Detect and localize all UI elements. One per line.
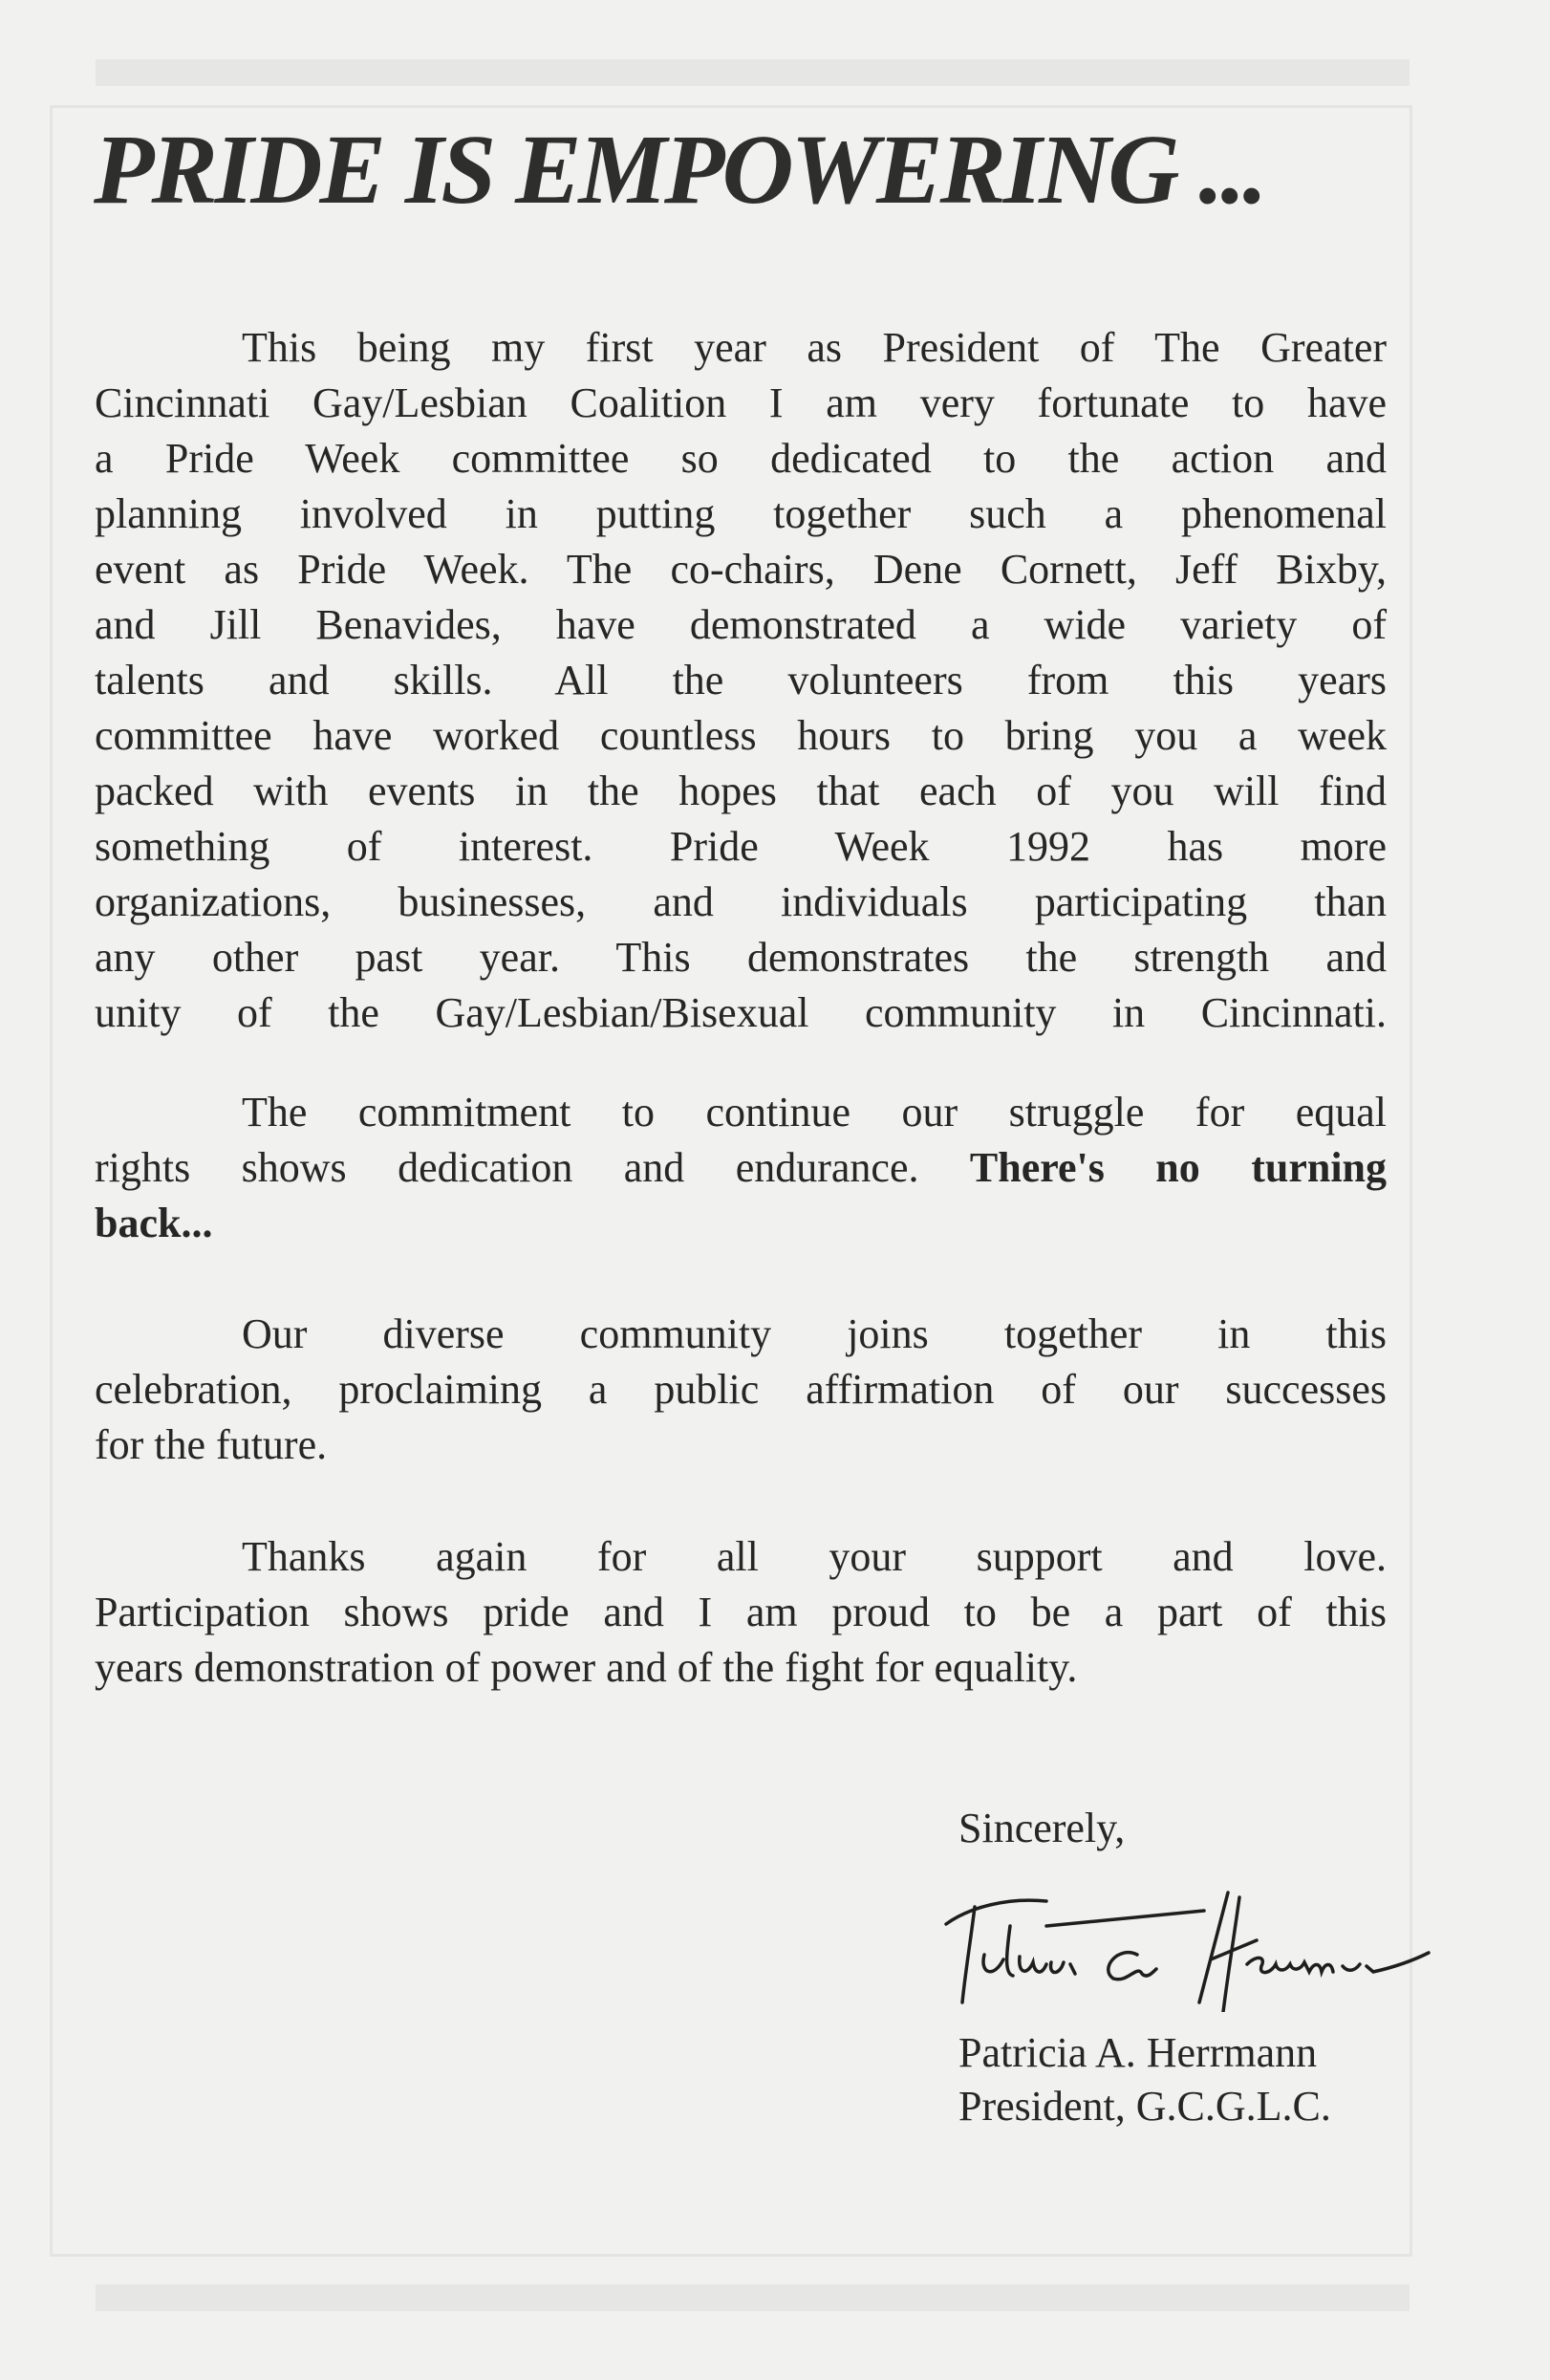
text-line: committee have worked countless hours to bring you a week: [95, 712, 1387, 759]
text-line: organizations, businesses, and individuals participating than: [95, 878, 1387, 925]
text-line: years demonstration of power and of the fight for equality.: [95, 1644, 1078, 1691]
text-line: The commitment to continue our struggle for equal: [242, 1089, 1387, 1136]
closing: Sincerely,: [958, 1805, 1126, 1851]
text-line: Thanks again for all your support and love.: [242, 1533, 1387, 1580]
text-line: celebration, proclaiming a public affirmation of our successes: [95, 1366, 1387, 1413]
text-line: a Pride Week committee so dedicated to the action and: [95, 435, 1387, 482]
bleed-through-band: [96, 59, 1410, 86]
bold-text: back...: [95, 1200, 213, 1246]
bleed-through-band: [96, 2284, 1410, 2311]
text-line: Cincinnati Gay/Lesbian Coalition I am very fortunate to have: [95, 379, 1387, 426]
text-line: event as Pride Week. The co-chairs, Dene Cornett, Jeff Bixby,: [95, 546, 1387, 593]
text-line: any other past year. This demonstrates the strength and: [95, 934, 1387, 981]
paragraph-1: [95, 320, 1387, 1041]
text-line: [95, 1196, 1387, 1251]
text-line: something of interest. Pride Week 1992 has more: [95, 823, 1387, 870]
signer-position: President, G.C.G.L.C.: [958, 2083, 1331, 2130]
text-segment: rights shows dedication and endurance.: [95, 1144, 919, 1191]
text-line: talents and skills. All the volunteers from this years: [95, 657, 1387, 703]
text-line: for the future.: [95, 1421, 328, 1468]
signature-image: [941, 1888, 1505, 2012]
text-line: This being my first year as President of The Greater: [242, 324, 1387, 371]
text-line: Participation shows pride and I am proud to be a part of this: [95, 1589, 1387, 1635]
paragraph-3: [95, 1307, 1387, 1473]
text-line: and Jill Benavides, have demonstrated a wide variety of: [95, 601, 1387, 648]
text-line: packed with events in the hopes that each of you will find: [95, 768, 1387, 814]
paragraph-4: [95, 1529, 1387, 1696]
text-line: unity of the Gay/Lesbian/Bisexual community in Cincinnati.: [95, 989, 1387, 1036]
paragraph-2: [95, 1085, 1387, 1251]
text-line: Our diverse community joins together in this: [242, 1310, 1387, 1357]
signer-name: Patricia A. Herrmann: [958, 2029, 1318, 2076]
text-line: [95, 1140, 1387, 1196]
page-title: PRIDE IS EMPOWERING ...: [94, 115, 1265, 225]
bold-text: There's no turning: [969, 1144, 1388, 1191]
text-line: planning involved in putting together such a phenomenal: [95, 490, 1387, 537]
